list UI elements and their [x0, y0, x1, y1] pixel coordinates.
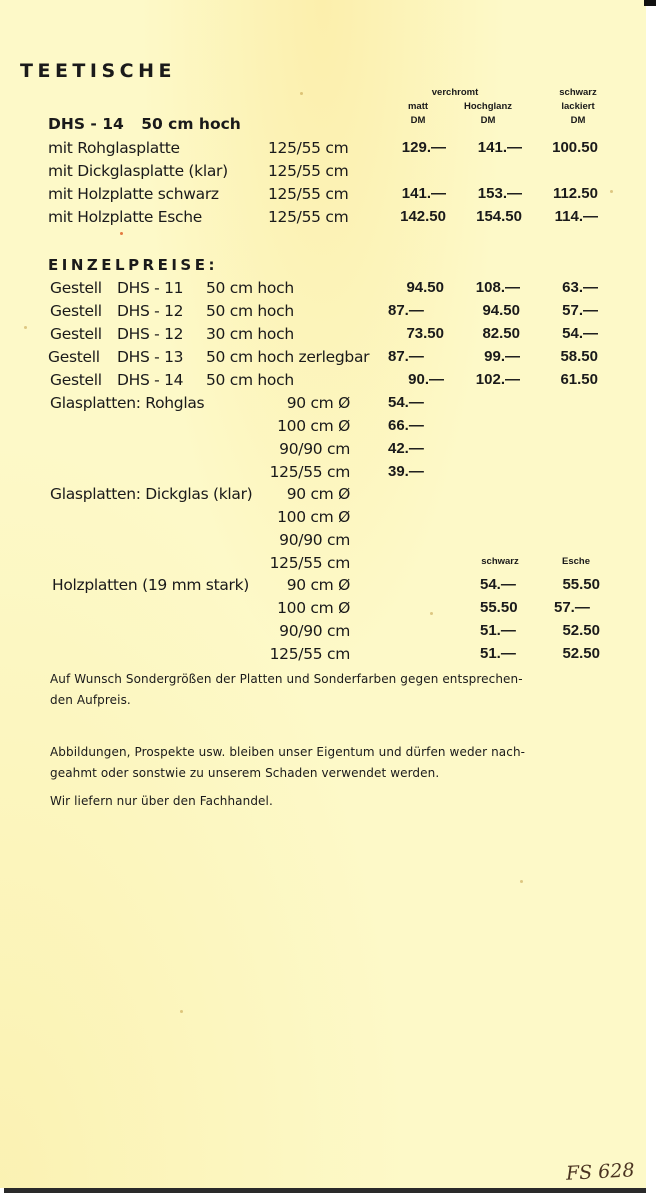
dickglas-row-size: 125/55 cm [269, 554, 350, 572]
holz-row-esche: 52.50 [562, 622, 600, 639]
frame-row-model: DHS - 11 [117, 279, 184, 297]
section-heading-einzelpreise: EINZELPREISE: [48, 256, 218, 274]
rohglas-row-size: 125/55 cm [269, 463, 350, 481]
dhs14-row-hochglanz: 141.— [477, 139, 522, 156]
paper-speck [120, 232, 123, 235]
frame-row-model: DHS - 12 [117, 302, 184, 320]
dhs14-row-size: 125/55 cm [268, 208, 349, 226]
paper-speck [24, 326, 27, 329]
rohglas-row-price: 39.— [388, 463, 424, 480]
rohglas-row-price: 66.— [388, 417, 424, 434]
frame-row-matt: 87.— [388, 302, 424, 319]
dhs14-row-label: mit Holzplatte Esche [48, 208, 203, 226]
frame-row-hochglanz: 82.50 [482, 325, 520, 342]
dhs14-row-size: 125/55 cm [268, 162, 349, 180]
holz-header-schwarz: schwarz [481, 556, 519, 567]
header-schwarz: schwarz [559, 87, 597, 98]
header-lackiert: lackiert [561, 101, 595, 112]
holz-row-size: 90/90 cm [279, 622, 350, 640]
holz-row-size: 100 cm Ø [277, 599, 350, 617]
rohglas-row-size: 90/90 cm [279, 440, 350, 458]
holz-row-esche: 52.50 [562, 645, 600, 662]
frame-row-model: DHS - 12 [117, 325, 184, 343]
holz-header-esche: Esche [562, 556, 590, 567]
dhs14-row-hochglanz: 153.— [477, 185, 522, 202]
note-rights-line2: geahmt oder sonstwie zu unserem Schaden verwendet werden. [50, 766, 440, 780]
dhs14-row-label: mit Holzplatte schwarz [48, 185, 219, 203]
dhs14-row-schwarz: 114.— [554, 208, 598, 225]
model-height: 50 cm hoch [141, 115, 241, 133]
holz-row-size: 125/55 cm [269, 645, 350, 663]
frame-row-hochglanz: 108.— [475, 279, 520, 296]
dickglas-row-size: 100 cm Ø [277, 508, 350, 526]
frame-row-model: DHS - 13 [117, 348, 184, 366]
header-currency-schwarz: DM [570, 115, 586, 126]
note-special-sizes-line1: Auf Wunsch Sondergrößen der Platten und Sonderfarben gegen entsprechen- [50, 672, 523, 686]
holz-row-esche: 55.50 [562, 576, 600, 593]
rohglas-row-price: 42.— [388, 440, 424, 457]
holz-label: Holzplatten (19 mm stark) [52, 576, 250, 594]
paper-speck [520, 880, 523, 883]
holz-row-size: 90 cm Ø [286, 576, 350, 594]
dhs14-row-label: mit Dickglasplatte (klar) [48, 162, 228, 180]
note-dealer: Wir liefern nur über den Fachhandel. [50, 794, 273, 808]
frame-row-name: Gestell [50, 279, 102, 297]
dhs14-row-matt: 142.50 [400, 208, 446, 225]
rohglas-label: Glasplatten: Rohglas [50, 394, 205, 412]
dhs14-row-schwarz: 112.50 [552, 185, 598, 202]
frame-row-hochglanz: 99.— [484, 348, 520, 365]
frame-row-schwarz: 57.— [562, 302, 598, 319]
frame-row-schwarz: 54.— [562, 325, 598, 342]
frame-row-desc: 50 cm hoch [206, 302, 294, 320]
frame-row-name: Gestell [50, 302, 102, 320]
rohglas-row-size: 90 cm Ø [286, 394, 350, 412]
header-currency-hochglanz: DM [480, 115, 496, 126]
paper-speck [610, 190, 613, 193]
holz-row-schwarz: 54.— [480, 576, 516, 593]
frame-row-hochglanz: 94.50 [482, 302, 520, 319]
frame-row-desc: 50 cm hoch [206, 371, 294, 389]
model-heading [48, 115, 241, 133]
dhs14-row-size: 125/55 cm [268, 139, 349, 157]
paper-speck [430, 612, 433, 615]
dhs14-row-matt: 129.— [401, 139, 446, 156]
frame-row-schwarz: 63.— [562, 279, 598, 296]
model-name: DHS - 14 [48, 115, 124, 133]
frame-row-name: Gestell [50, 371, 102, 389]
frame-row-desc: 50 cm hoch [206, 279, 294, 297]
frame-row-name: Gestell [48, 348, 100, 366]
dhs14-row-matt: 141.— [401, 185, 446, 202]
page-title: TEETISCHE [20, 60, 176, 82]
handwritten-reference: FS 628 [565, 1159, 636, 1185]
dickglas-label: Glasplatten: Dickglas (klar) [50, 485, 253, 503]
frame-row-name: Gestell [50, 325, 102, 343]
note-rights-line1: Abbildungen, Prospekte usw. bleiben unser Eigentum und dürfen weder nach- [50, 745, 526, 759]
dickglas-row-size: 90/90 cm [279, 531, 350, 549]
frame-row-matt: 90.— [408, 371, 444, 388]
holz-row-schwarz: 51.— [480, 622, 516, 639]
frame-row-desc: 50 cm hoch zerlegbar [206, 348, 370, 366]
holz-row-schwarz: 51.— [480, 645, 516, 662]
frame-row-matt: 94.50 [406, 279, 444, 296]
frame-row-matt: 87.— [388, 348, 424, 365]
dickglas-row-size: 90 cm Ø [286, 485, 350, 503]
rohglas-row-size: 100 cm Ø [277, 417, 350, 435]
dhs14-row-size: 125/55 cm [268, 185, 349, 203]
scan-edge-top [644, 0, 656, 6]
scan-edge-bottom [4, 1188, 646, 1193]
frame-row-model: DHS - 14 [117, 371, 184, 389]
header-matt: matt [407, 101, 429, 112]
note-special-sizes-line2: den Aufpreis. [50, 693, 131, 707]
header-hochglanz: Hochglanz [463, 101, 513, 112]
paper-speck [300, 92, 303, 95]
dhs14-row-hochglanz: 154.50 [476, 208, 522, 225]
header-verchromt: verchromt [431, 87, 479, 98]
frame-row-desc: 30 cm hoch [206, 325, 294, 343]
frame-row-matt: 73.50 [406, 325, 444, 342]
frame-row-schwarz: 58.50 [560, 348, 598, 365]
dhs14-row-label: mit Rohglasplatte [48, 139, 180, 157]
dhs14-row-schwarz: 100.50 [552, 139, 598, 156]
header-currency-matt: DM [410, 115, 426, 126]
paper-speck [180, 1010, 183, 1013]
holz-row-schwarz: 55.50 [480, 599, 518, 616]
frame-row-schwarz: 61.50 [560, 371, 598, 388]
frame-row-hochglanz: 102.— [475, 371, 520, 388]
holz-row-esche: 57.— [554, 599, 590, 616]
rohglas-row-price: 54.— [388, 394, 424, 411]
